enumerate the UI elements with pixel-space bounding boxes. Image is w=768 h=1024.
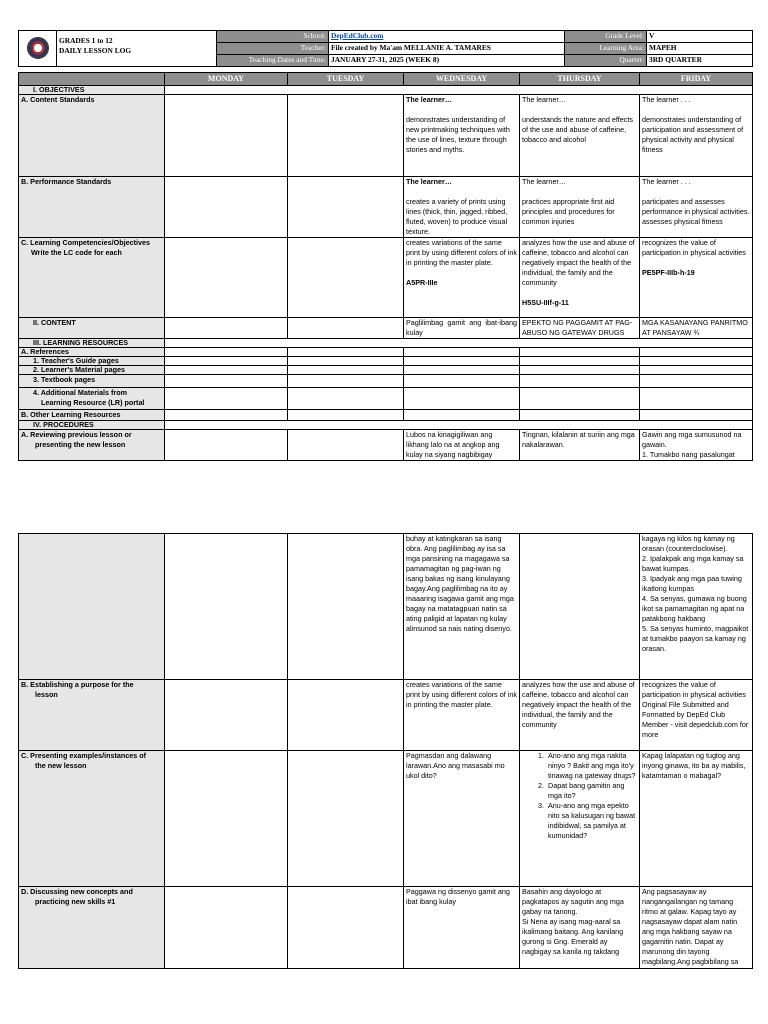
- cell-thursday: [520, 95, 640, 177]
- fri-purpose: recognizes the value of participation in physical activities: [642, 680, 746, 699]
- procedures-heading: IV. PROCEDURES: [19, 421, 165, 430]
- resources-row: [165, 339, 753, 348]
- teacher-value: File created by Ma'am MELLANIE A. TAMARES: [329, 43, 565, 55]
- additional-materials-label: [19, 388, 165, 410]
- fri-review-2: 2. Ipalakpak ang mga kamay sa bawat kumpas.: [642, 554, 744, 573]
- objectives-row: [165, 86, 753, 95]
- presenting-label-line-2: the new lesson: [35, 761, 87, 770]
- cell-thursday: [520, 751, 640, 887]
- quarter-label: Quarter:: [565, 55, 647, 67]
- lesson-log-table: [18, 72, 752, 461]
- day-header-tuesday: TUESDAY: [288, 73, 404, 86]
- wed-lc-code: A5PR-IIIe: [406, 278, 438, 287]
- other-resources-row: [19, 410, 753, 421]
- performance-standards-row: [19, 177, 753, 238]
- discussing-label: [19, 887, 165, 969]
- presenting-row: [19, 751, 753, 887]
- cell-monday: [165, 177, 288, 238]
- title-line-1: GRADES 1 to 12: [59, 36, 113, 45]
- competencies-label-line-1: C. Learning Competencies/Objectives: [21, 238, 151, 247]
- cell-monday: [165, 887, 288, 969]
- competencies-row: [19, 238, 753, 318]
- cell-thursday: [520, 177, 640, 238]
- reviewing-label-line-1: A. Reviewing previous lesson or: [21, 430, 132, 439]
- wed-presenting: Pagmasdan ang dalawang larawan.Ano ang masasabi mo ukol dito?: [404, 751, 520, 887]
- grade-level-label: Grade Level:: [565, 31, 647, 43]
- cell-tuesday: [288, 751, 404, 887]
- cell-tuesday: [288, 95, 404, 177]
- cell-wednesday: [404, 95, 520, 177]
- fri-review-5: 5. Sa senyas huminto, magpaikot at tumakbo paayon sa kamay ng orasan.: [642, 624, 749, 653]
- fri-presenting: Kapag lalapatan ng tugtog ang inyong ginawa, ito ba ay mabilis, katamtaman o mabagal?: [640, 751, 753, 887]
- resources-heading: III. LEARNING RESOURCES: [19, 339, 165, 348]
- purpose-label-line-1: B. Establishing a purpose for the: [21, 680, 134, 689]
- discussing-row: [19, 887, 753, 969]
- day-header-monday: MONDAY: [165, 73, 288, 86]
- fri-purpose-note: Original File Submitted and Formatted by DepEd Club Member - visit depedclub.com for more: [642, 700, 749, 739]
- procedures-row: [165, 421, 753, 430]
- school-label: School:: [217, 31, 329, 43]
- cell-thursday: [520, 238, 640, 318]
- competencies-label: [19, 238, 165, 318]
- additional-materials-line-1: 4. Additional Materials from: [33, 388, 127, 397]
- cell-tuesday: [288, 318, 404, 339]
- teaching-dates-label: Teaching Dates and Time:: [217, 55, 329, 67]
- references-label: A. References: [19, 348, 165, 357]
- wed-purpose: creates variations of the same print by using different colors of ink in printing the master plate.: [404, 680, 520, 751]
- wed-cs-head: The learner…: [406, 95, 452, 104]
- wed-ps-body: creates a variety of prints using lines (thick, thin, jagged, ribbed, fluted, woven) to produce visual texture.: [406, 197, 508, 236]
- thu-lc-code: H5SU-IIIf-g-11: [522, 298, 569, 307]
- cell-thursday: [520, 534, 640, 680]
- performance-standards-label: B. Performance Standards: [19, 177, 165, 238]
- wed-cs-body: demonstrates understanding of new printmaking techniques with the use of lines, texture through stories and myths.: [406, 115, 510, 154]
- fri-lc-code: PE5PF-IIIb-h-19: [642, 268, 695, 277]
- purpose-row: [19, 680, 753, 751]
- fri-review-cont-1: kagaya ng kilos ng kamay ng orasan (counterclockwise).: [642, 534, 735, 553]
- additional-materials-row: [19, 388, 753, 410]
- wed-lc-body: creates variations of the same print by using different colors of ink in printing the master plate.: [406, 238, 517, 267]
- textbook-row: [19, 375, 753, 388]
- grade-level-value: V: [647, 31, 753, 43]
- thu-ps-head: The learner…: [522, 177, 566, 186]
- presenting-label: [19, 751, 165, 887]
- content-label: II. CONTENT: [19, 318, 165, 339]
- day-header-wednesday: WEDNESDAY: [404, 73, 520, 86]
- cell-tuesday: [288, 430, 404, 461]
- list-item: 1. Ano-ano ang mga nakita ninyo ? Bakit ang mga ito'y tinawag na gateway drugs?: [546, 751, 637, 781]
- cell-friday: [640, 177, 753, 238]
- cell-monday: [165, 751, 288, 887]
- fri-review: Gawin ang mga sumusunod na gawain.: [642, 430, 742, 449]
- log-title: [57, 31, 217, 67]
- references-row: [19, 348, 753, 357]
- learning-area-value: MAPEH: [647, 43, 753, 55]
- cell-tuesday: [288, 238, 404, 318]
- cell-friday: [640, 238, 753, 318]
- fri-ps-head: The learner . . .: [642, 177, 691, 186]
- cell-monday: [165, 318, 288, 339]
- deped-seal-icon: [27, 37, 49, 59]
- reviewing-row: [19, 430, 753, 461]
- thu-review: Tingnan, kilalanin at suriin ang mga nakalarawan.: [520, 430, 640, 461]
- cell-friday: [640, 430, 753, 461]
- thu-purpose: analyzes how the use and abuse of caffeine, tobacco and alcohol can negatively impact the health of the individual, the family and the community: [520, 680, 640, 751]
- thu-discussing-2: Si Nena ay isang mag-aaral sa ikalimang baitang. Ang kanilang gurong si Gng. Emerald ay nagbigay sa kanila ng takdang: [522, 917, 624, 956]
- content-standards-label: A. Content Standards: [19, 95, 165, 177]
- teachers-guide-label: 1. Teacher's Guide pages: [19, 357, 165, 366]
- cell-friday: [640, 95, 753, 177]
- cell-friday: [640, 680, 753, 751]
- lesson-log-table-continued: [18, 533, 752, 969]
- discussing-label-line-2: practicing new skills #1: [35, 897, 116, 906]
- content-standards-row: [19, 95, 753, 177]
- wed-discussing: Paggawa ng dissenyo gamit ang ibat ibang kulay: [404, 887, 520, 969]
- cell-tuesday: [288, 680, 404, 751]
- thu-presenting-list: [522, 751, 637, 841]
- corner-header: [19, 73, 165, 86]
- textbook-label: 3. Textbook pages: [19, 375, 165, 388]
- deped-logo: [19, 31, 57, 67]
- fri-ps-body-2: assesses physical fitness: [642, 217, 723, 226]
- wed-ps-head: The learner…: [406, 177, 452, 186]
- title-line-2: DAILY LESSON LOG: [59, 46, 132, 55]
- cell-wednesday: [404, 177, 520, 238]
- learners-material-label: 2. Learner's Material pages: [19, 366, 165, 375]
- teacher-label: Teacher:: [217, 43, 329, 55]
- cell-thursday: [520, 887, 640, 969]
- purpose-label: [19, 680, 165, 751]
- teaching-dates-value: JANUARY 27-31, 2025 (WEEK 8): [329, 55, 565, 67]
- cell-monday: [165, 95, 288, 177]
- thu-lc-body: analyzes how the use and abuse of caffeine, tobacco and alcohol can negatively impact the health of the individual, the family and the community: [522, 238, 635, 287]
- day-header-friday: FRIDAY: [640, 73, 753, 86]
- fri-cs-head: The learner . . .: [642, 95, 691, 104]
- fri-content: MGA KASANAYANG PANRITMO AT PANSAYAW ¾: [640, 318, 753, 339]
- cell-tuesday: [288, 534, 404, 680]
- cell-wednesday: [404, 238, 520, 318]
- fri-ps-body: participates and assesses performance in physical activities.: [642, 197, 750, 216]
- reviewing-label-line-2: presenting the new lesson: [35, 440, 126, 449]
- learning-area-label: Learning Area:: [565, 43, 647, 55]
- cell-monday: [165, 680, 288, 751]
- wed-review-continued: buhay at katingkaran sa isang obra. Ang paglilimbag ay isa sa mga pansining na magagawa sa pamamagitan ng pag-iwan ng isang bakas ng isang kinulayang bagay.Ang paglilimbag na ito ay maaaring isagawa gamit ang mga bagay na matatagpuan natin sa ating paligid at lapatan ng kulay alinsunod sa nais nating disenyo.: [404, 534, 520, 680]
- content-row: [19, 318, 753, 339]
- lesson-log-header: [18, 30, 752, 66]
- quarter-value: 3RD QUARTER: [647, 55, 753, 67]
- wed-review: Lubos na kinagigiliwan ang likhang lalo na at angkop ang kulay na siyang nagbibigay: [404, 430, 520, 461]
- thu-cs-body: understands the nature and effects of the use and abuse of caffeine, tobacco and alcohol: [522, 115, 633, 144]
- fri-review-3: 3. Ipadyak ang mga paa tuwing ikatlong kumpas: [642, 574, 742, 593]
- cell-tuesday: [288, 887, 404, 969]
- reviewing-label-empty: [19, 534, 165, 680]
- day-header-thursday: THURSDAY: [520, 73, 640, 86]
- fri-review-4: 4. Sa senyas, gumawa ng buong ikot sa pamamagitan ng apat na patakbong hakbang: [642, 594, 747, 623]
- other-resources-label: B. Other Learning Resources: [19, 410, 165, 421]
- competencies-label-line-2: Write the LC code for each: [31, 248, 122, 257]
- cell-tuesday: [288, 177, 404, 238]
- reviewing-row-continued: [19, 534, 753, 680]
- purpose-label-line-2: lesson: [35, 690, 58, 699]
- teachers-guide-row: [19, 357, 753, 366]
- cell-monday: [165, 534, 288, 680]
- thu-ps-body: practices appropriate first aid principles and procedures for common injuries: [522, 197, 615, 226]
- cell-monday: [165, 430, 288, 461]
- fri-review-1: 1. Tumakbo nang pasalungat: [642, 450, 735, 459]
- fri-cs-body: demonstrates understanding of participation and assessment of physical activity and physical fitness: [642, 115, 744, 154]
- discussing-label-line-1: D. Discussing new concepts and: [21, 887, 133, 896]
- cell-monday: [165, 238, 288, 318]
- thu-content: EPEKTO NG PAGGAMIT AT PAG-ABUSO NG GATEWAY DRUGS: [520, 318, 640, 339]
- additional-materials-line-2: Learning Resource (LR) portal: [41, 398, 145, 407]
- reviewing-label: [19, 430, 165, 461]
- fri-discussing: Ang pagsasayaw ay nangangailangan ng tamang ritmo at galaw. Kapag tayo ay nagsasayaw dapat alam natin ang mga hakbang sayaw na gagamitin natin. Dapat ay marunong din tayong magbilang.Ang pagbibilang sa: [640, 887, 753, 969]
- list-item: 2. Dapat bang gamitin ang mga ito?: [546, 781, 637, 801]
- wed-content: Paglilimbag gamit ang ibat-ibang kulay: [404, 318, 520, 339]
- list-item: 3. Anu-ano ang mga epekto nito sa kalusugan ng bawat indibidwal, sa pamilya at kumunidad?: [546, 801, 637, 841]
- thu-cs-head: The learner…: [522, 95, 566, 104]
- cell-friday: [640, 534, 753, 680]
- presenting-label-line-1: C. Presenting examples/instances of: [21, 751, 147, 760]
- learners-material-row: [19, 366, 753, 375]
- school-link[interactable]: DepEdClub.com: [331, 31, 384, 40]
- thu-discussing: Basahin ang dayologo at pagkatapos ay sagutin ang mga gabay na tanong.: [522, 887, 624, 916]
- objectives-heading: I. OBJECTIVES: [19, 86, 165, 95]
- fri-lc-body: recognizes the value of participation in physical activities: [642, 238, 746, 257]
